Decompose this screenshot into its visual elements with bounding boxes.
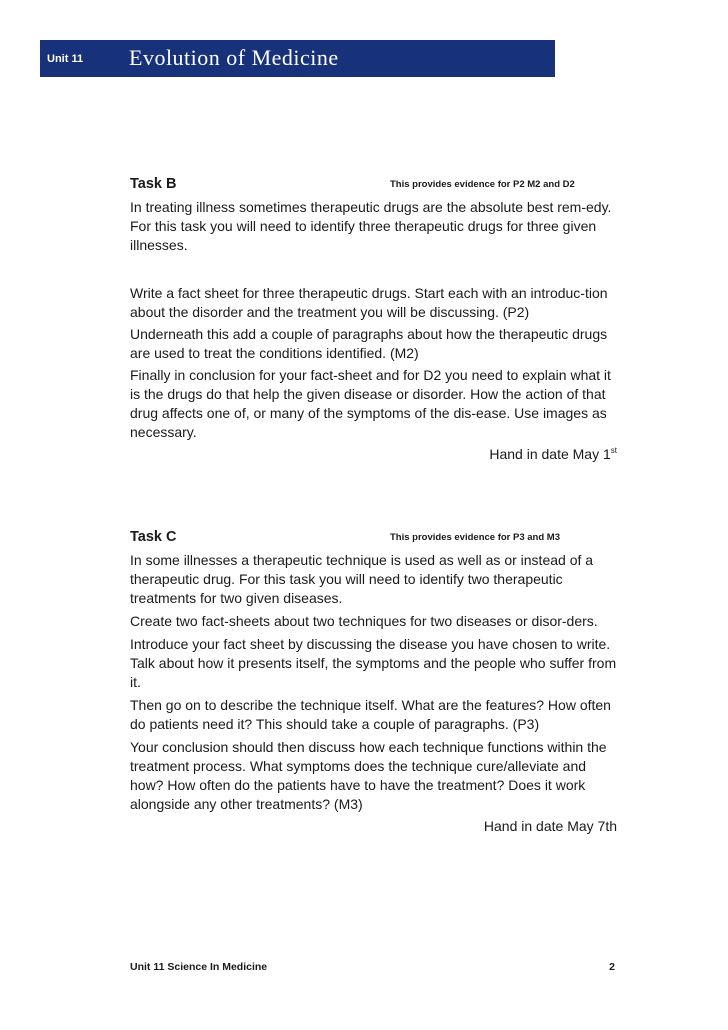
task-c-hand-in-date: Hand in date May 7th	[483, 818, 617, 834]
task-c-title: Task C	[130, 529, 177, 545]
task-b-hand-in-suffix: st	[610, 446, 617, 455]
task-c-section	[130, 529, 617, 836]
page-footer	[130, 961, 615, 977]
task-c-paragraph: Then go on to describe the technique itself. What are the features? How often do patients need it? This should take a couple of paragraphs. (P3)	[130, 697, 611, 732]
task-b-paragraph: In treating illness sometimes therapeutic drugs are the absolute best rem-edy. For this task you will need to identify three therapeutic drugs for three given illnesses.	[130, 199, 612, 253]
task-c-heading	[130, 529, 617, 551]
page-title: Evolution of Medicine	[129, 45, 339, 70]
unit-label: Unit 11	[47, 53, 84, 65]
task-b-evidence: This provides evidence for P2 M2 and D2	[390, 179, 575, 190]
task-b-hand-in-text: Hand in date May 1	[489, 446, 611, 462]
page-number: 2	[609, 961, 615, 973]
task-c-paragraph: Your conclusion should then discuss how each technique functions within the treatment process. What symptoms does the technique cure/alleviate and how? How often do the patients have to have the treatment? Does it work alongside any other treatments? (M3)	[130, 739, 607, 812]
task-b-heading	[130, 176, 617, 198]
task-b-paragraph: Underneath this add a couple of paragraphs about how the therapeutic drugs are used to treat the conditions identified. (M2)	[130, 326, 608, 361]
task-c-evidence: This provides evidence for P3 and M3	[390, 532, 560, 543]
task-b-title: Task B	[130, 176, 177, 192]
task-b-section	[130, 176, 617, 464]
task-b-paragraph: Write a fact sheet for three therapeutic drugs. Start each with an introduc-tion about the disorder and the treatment you will be discussing. (P2)	[130, 285, 608, 320]
task-b-hand-in-date	[130, 445, 617, 464]
task-c-paragraph: Introduce your fact sheet by discussing the disease you have chosen to write. Talk about how it presents itself, the symptoms and the people who suffer from it.	[130, 636, 617, 690]
task-b-paragraph: Finally in conclusion for your fact-sheet and for D2 you need to explain what it is the drugs do that help the given disease or disorder. How the action of that drug affects one of, or many of the symptoms of the dis-ease. Use images as necessary.	[130, 367, 611, 440]
task-c-paragraph: In some illnesses a therapeutic technique is used as well as or instead of a therapeutic drug. For this task you will need to identify two therapeutic treatments for two given diseases.	[130, 552, 594, 606]
footer-unit-title: Unit 11 Science In Medicine	[130, 961, 268, 973]
header-bar	[40, 40, 555, 77]
task-c-paragraph: Create two fact-sheets about two techniques for two diseases or disor-ders.	[130, 613, 598, 629]
